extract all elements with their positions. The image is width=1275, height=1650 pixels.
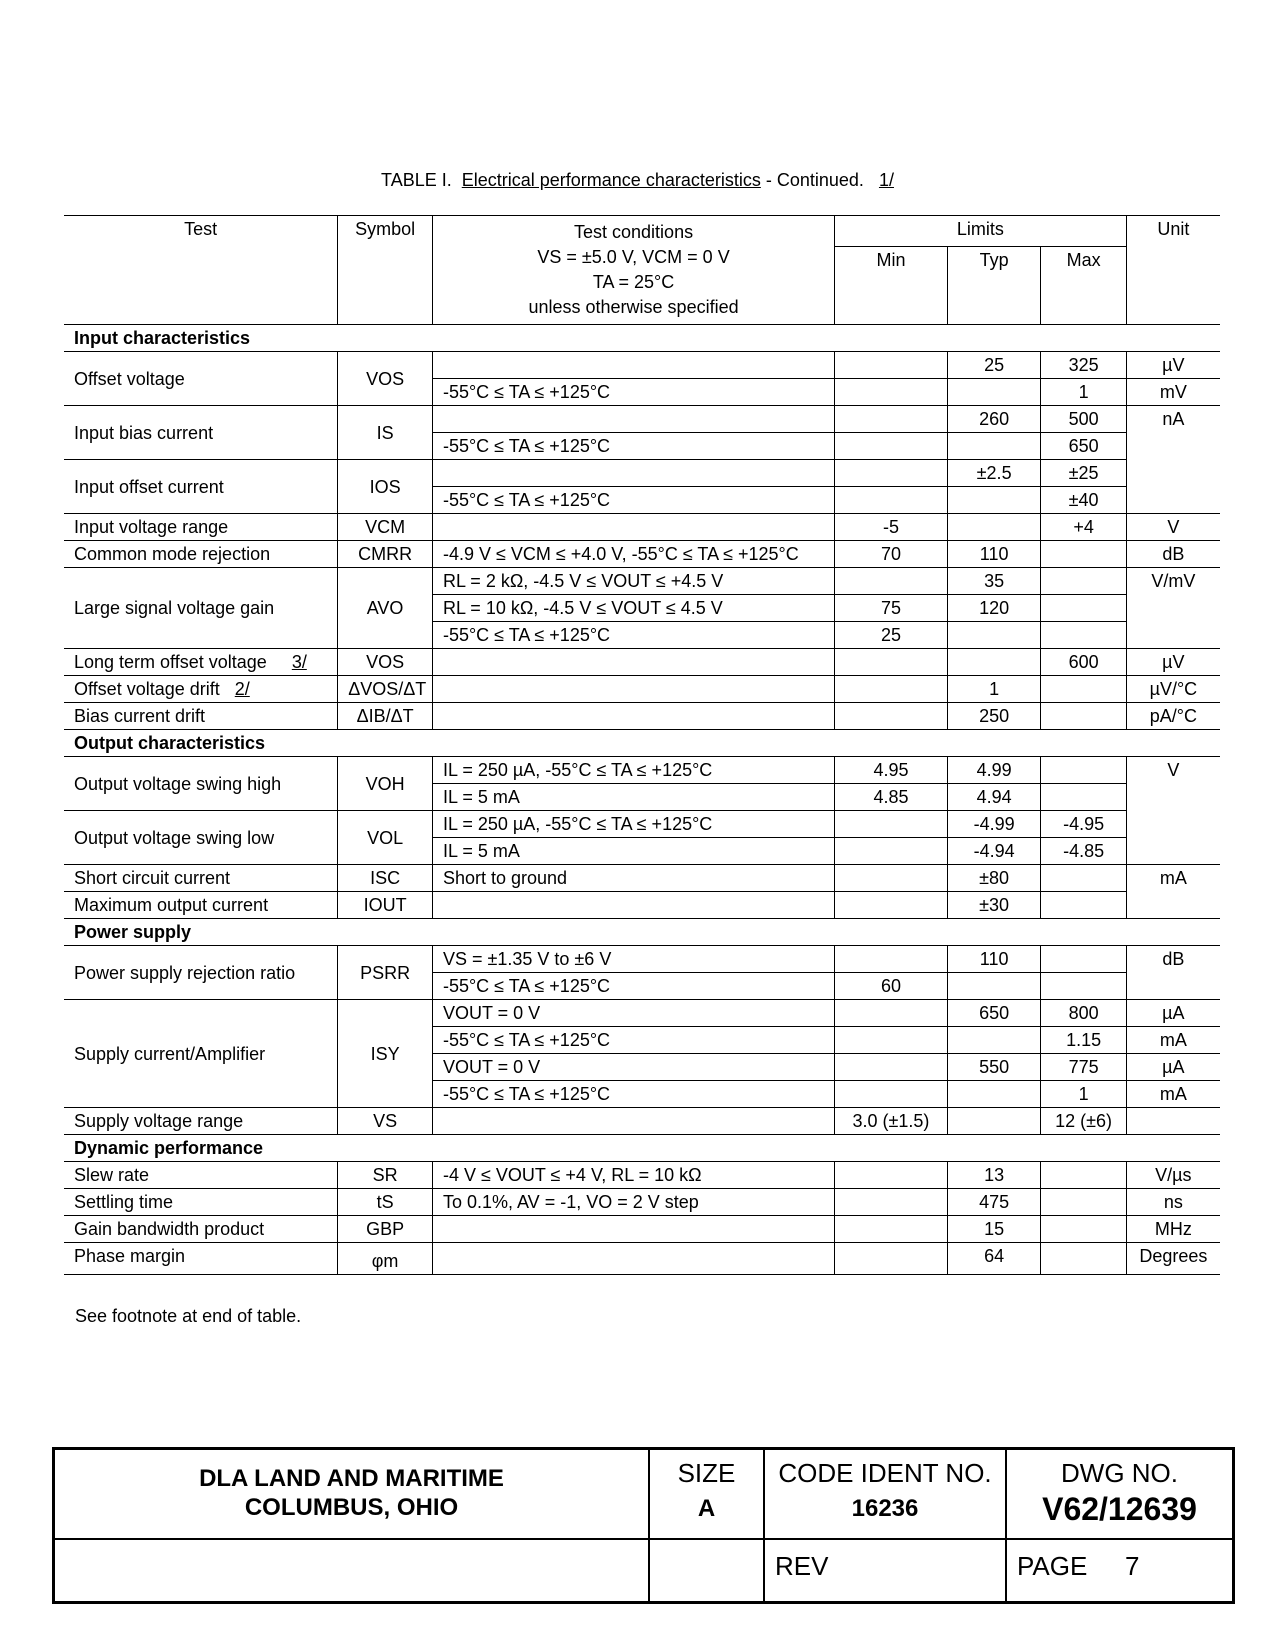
unit: mV: [1126, 379, 1220, 406]
org-line1: DLA LAND AND MARITIME: [199, 1465, 504, 1492]
test-name: Input voltage range: [64, 514, 338, 541]
max: [1041, 676, 1126, 703]
max: [1041, 1216, 1126, 1243]
dwg-no-cell: [1007, 1458, 1232, 1528]
dwg-no-label: DWG NO.: [1061, 1458, 1178, 1488]
typ: 110: [947, 946, 1041, 973]
max: [1041, 865, 1126, 892]
symbol: PSRR: [338, 946, 433, 1000]
size-label: SIZE: [677, 1458, 736, 1488]
unit: V/µs: [1126, 1162, 1220, 1189]
test-name: Output voltage swing low: [64, 811, 338, 865]
unit: ns: [1126, 1189, 1220, 1216]
table-title: [0, 170, 1275, 191]
typ: 475: [947, 1189, 1041, 1216]
section-row: [64, 919, 1220, 946]
max: [1041, 1162, 1126, 1189]
min: [835, 1054, 948, 1081]
symbol: ΔIB/ΔT: [338, 703, 433, 730]
footnote-ref: 2/: [234, 679, 250, 699]
section-row: [64, 1135, 1220, 1162]
condition: -4.9 V ≤ VCM ≤ +4.0 V, -55°C ≤ TA ≤ +125°C: [432, 541, 834, 568]
symbol: VOS: [338, 649, 433, 676]
condition: [432, 1243, 834, 1275]
max: [1041, 595, 1126, 622]
unit: µV/°C: [1126, 676, 1220, 703]
typ: 15: [947, 1216, 1041, 1243]
table-row: [64, 1243, 1220, 1275]
min: 3.0 (±1.5): [835, 1108, 948, 1135]
dwg-no-value: V62/12639: [1042, 1491, 1197, 1527]
table-row: [64, 1108, 1220, 1135]
condition: RL = 2 kΩ, -4.5 V ≤ VOUT ≤ +4.5 V: [432, 568, 834, 595]
condition: [432, 1216, 834, 1243]
typ: ±30: [947, 892, 1041, 919]
typ: 650: [947, 1000, 1041, 1027]
min: [835, 406, 948, 433]
page-value: 7: [1125, 1551, 1140, 1581]
unit: pA/°C: [1126, 703, 1220, 730]
symbol: CMRR: [338, 541, 433, 568]
typ: [947, 379, 1041, 406]
min: 70: [835, 541, 948, 568]
unit: V: [1126, 514, 1220, 541]
size-value: A: [697, 1495, 716, 1522]
test-name: [64, 649, 338, 676]
unit: mA: [1126, 1081, 1220, 1108]
condition: -55°C ≤ TA ≤ +125°C: [432, 379, 834, 406]
test-name: Maximum output current: [64, 892, 338, 919]
typ: 260: [947, 406, 1041, 433]
conditions-title: Test conditions: [574, 222, 694, 242]
footnote-ref: 1/: [878, 170, 894, 190]
test-label: Offset voltage drift: [74, 679, 220, 699]
min: -5: [835, 514, 948, 541]
table-row: [64, 352, 1220, 379]
code-ident-label: CODE IDENT NO.: [778, 1458, 992, 1488]
condition: RL = 10 kΩ, -4.5 V ≤ VOUT ≤ 4.5 V: [432, 595, 834, 622]
unit: µA: [1126, 1054, 1220, 1081]
header-min: Min: [835, 246, 948, 324]
max: 1.15: [1041, 1027, 1126, 1054]
min: [835, 352, 948, 379]
header-limits: Limits: [835, 216, 1127, 247]
condition: -55°C ≤ TA ≤ +125°C: [432, 1027, 834, 1054]
symbol: AVO: [338, 568, 433, 649]
table-row: [64, 811, 1220, 838]
symbol: GBP: [338, 1216, 433, 1243]
table-suffix: - Continued.: [765, 170, 864, 190]
typ: 64: [947, 1243, 1041, 1275]
condition: [432, 892, 834, 919]
table-row: [64, 460, 1220, 487]
max: 12 (±6): [1041, 1108, 1126, 1135]
max: [1041, 784, 1126, 811]
section-row: [64, 325, 1220, 352]
section-output: Output characteristics: [64, 730, 1220, 757]
condition: -4 V ≤ VOUT ≤ +4 V, RL = 10 kΩ: [432, 1162, 834, 1189]
table-row: [64, 946, 1220, 973]
test-name: Input bias current: [64, 406, 338, 460]
test-name: Slew rate: [64, 1162, 338, 1189]
min: [835, 1081, 948, 1108]
min: [835, 676, 948, 703]
table-row: [64, 1162, 1220, 1189]
min: 4.95: [835, 757, 948, 784]
max: [1041, 757, 1126, 784]
max: +4: [1041, 514, 1126, 541]
typ: 4.94: [947, 784, 1041, 811]
header-symbol: Symbol: [338, 216, 433, 325]
unit: Degrees: [1126, 1243, 1220, 1275]
max: [1041, 946, 1126, 973]
unit: µV: [1126, 649, 1220, 676]
section-row: [64, 730, 1220, 757]
typ: 35: [947, 568, 1041, 595]
symbol: ISY: [338, 1000, 433, 1108]
condition: -55°C ≤ TA ≤ +125°C: [432, 1081, 834, 1108]
typ: ±2.5: [947, 460, 1041, 487]
unit: V/mV: [1126, 568, 1220, 649]
symbol: VOL: [338, 811, 433, 865]
max: 1: [1041, 379, 1126, 406]
table-row: [64, 703, 1220, 730]
section-power: Power supply: [64, 919, 1220, 946]
min: [835, 379, 948, 406]
max: 325: [1041, 352, 1126, 379]
condition: -55°C ≤ TA ≤ +125°C: [432, 487, 834, 514]
condition: [432, 352, 834, 379]
max: -4.95: [1041, 811, 1126, 838]
test-name: Input offset current: [64, 460, 338, 514]
typ: ±80: [947, 865, 1041, 892]
test-name: Large signal voltage gain: [64, 568, 338, 649]
electrical-characteristics-table: [64, 215, 1220, 1275]
min: [835, 892, 948, 919]
condition: Short to ground: [432, 865, 834, 892]
section-dynamic: Dynamic performance: [64, 1135, 1220, 1162]
condition: IL = 5 mA: [432, 784, 834, 811]
table-row: [64, 568, 1220, 595]
min: [835, 649, 948, 676]
symbol: ΔVOS/ΔT: [338, 676, 433, 703]
unit: dB: [1126, 946, 1220, 1000]
min: [835, 703, 948, 730]
typ: 110: [947, 541, 1041, 568]
typ: [947, 649, 1041, 676]
max: 650: [1041, 433, 1126, 460]
symbol: IOUT: [338, 892, 433, 919]
test-name: Output voltage swing high: [64, 757, 338, 811]
section-input: Input characteristics: [64, 325, 1220, 352]
max: [1041, 541, 1126, 568]
typ: [947, 433, 1041, 460]
symbol: VOS: [338, 352, 433, 406]
footnote-text: See footnote at end of table.: [75, 1306, 302, 1326]
unit: [1126, 1108, 1220, 1135]
max: ±25: [1041, 460, 1126, 487]
condition: [432, 514, 834, 541]
max: [1041, 703, 1126, 730]
condition: IL = 5 mA: [432, 838, 834, 865]
condition: IL = 250 µA, -55°C ≤ TA ≤ +125°C: [432, 811, 834, 838]
min: [835, 865, 948, 892]
header-row: [64, 216, 1220, 247]
table-row: [64, 865, 1220, 892]
min: [835, 1027, 948, 1054]
condition: [432, 676, 834, 703]
title-block: [52, 1447, 1235, 1604]
conditions-supply: VS = ±5.0 V, VCM = 0 V: [537, 247, 730, 267]
symbol: VOH: [338, 757, 433, 811]
typ: [947, 973, 1041, 1000]
min: [835, 433, 948, 460]
condition: -55°C ≤ TA ≤ +125°C: [432, 433, 834, 460]
typ: 1: [947, 676, 1041, 703]
min: 75: [835, 595, 948, 622]
min: [835, 460, 948, 487]
code-ident-cell: [765, 1458, 1005, 1523]
typ: [947, 487, 1041, 514]
org-name: [55, 1464, 648, 1522]
min: [835, 838, 948, 865]
test-name: Settling time: [64, 1189, 338, 1216]
max: ±40: [1041, 487, 1126, 514]
min: [835, 487, 948, 514]
max: -4.85: [1041, 838, 1126, 865]
test-name: Power supply rejection ratio: [64, 946, 338, 1000]
max: [1041, 622, 1126, 649]
condition: [432, 460, 834, 487]
table-row: [64, 757, 1220, 784]
condition: [432, 703, 834, 730]
unit: mA: [1126, 1027, 1220, 1054]
typ: [947, 514, 1041, 541]
rev-label: REV: [775, 1551, 829, 1581]
min: [835, 811, 948, 838]
code-ident-value: 16236: [851, 1495, 919, 1522]
size-cell: [650, 1458, 763, 1523]
typ: -4.94: [947, 838, 1041, 865]
min: 4.85: [835, 784, 948, 811]
table-name: Electrical performance characteristics: [461, 170, 761, 190]
table-row: [64, 649, 1220, 676]
test-name: [64, 676, 338, 703]
table-row: [64, 541, 1220, 568]
unit: µV: [1126, 352, 1220, 379]
table-row: [64, 1189, 1220, 1216]
max: [1041, 1189, 1126, 1216]
unit: V: [1126, 757, 1220, 865]
symbol: tS: [338, 1189, 433, 1216]
min: [835, 568, 948, 595]
max: [1041, 568, 1126, 595]
org-line2: COLUMBUS, OHIO: [244, 1494, 459, 1521]
min: [835, 1216, 948, 1243]
footnote-ref: 3/: [291, 652, 307, 672]
condition: [432, 649, 834, 676]
table-row: [64, 514, 1220, 541]
condition: [432, 1108, 834, 1135]
min: [835, 1243, 948, 1275]
min: 25: [835, 622, 948, 649]
symbol: ISC: [338, 865, 433, 892]
typ: 250: [947, 703, 1041, 730]
min: [835, 946, 948, 973]
header-test: Test: [64, 216, 338, 325]
typ: 120: [947, 595, 1041, 622]
test-label: Long term offset voltage: [74, 652, 267, 672]
condition: -55°C ≤ TA ≤ +125°C: [432, 973, 834, 1000]
symbol: IS: [338, 406, 433, 460]
conditions-temp: TA = 25°C: [592, 272, 675, 292]
symbol: SR: [338, 1162, 433, 1189]
unit: MHz: [1126, 1216, 1220, 1243]
test-name: Supply voltage range: [64, 1108, 338, 1135]
test-name: Common mode rejection: [64, 541, 338, 568]
max: 775: [1041, 1054, 1126, 1081]
unit: dB: [1126, 541, 1220, 568]
condition: [432, 406, 834, 433]
typ: 550: [947, 1054, 1041, 1081]
max: [1041, 973, 1126, 1000]
test-name: Supply current/Amplifier: [64, 1000, 338, 1108]
min: [835, 1000, 948, 1027]
min: 60: [835, 973, 948, 1000]
max: 500: [1041, 406, 1126, 433]
unit: nA: [1126, 406, 1220, 514]
unit: mA: [1126, 865, 1220, 919]
table-row: [64, 406, 1220, 433]
unit: µA: [1126, 1000, 1220, 1027]
header-typ: Typ: [947, 246, 1041, 324]
condition: VOUT = 0 V: [432, 1000, 834, 1027]
typ: 13: [947, 1162, 1041, 1189]
test-name: Offset voltage: [64, 352, 338, 406]
page-label: PAGE: [1017, 1551, 1088, 1581]
table-row: [64, 1000, 1220, 1027]
min: [835, 1162, 948, 1189]
table-row: [64, 676, 1220, 703]
condition: -55°C ≤ TA ≤ +125°C: [432, 622, 834, 649]
typ: 4.99: [947, 757, 1041, 784]
max: 1: [1041, 1081, 1126, 1108]
test-name: Gain bandwidth product: [64, 1216, 338, 1243]
header-conditions: [432, 216, 834, 325]
typ: 25: [947, 352, 1041, 379]
test-name: Phase margin: [64, 1243, 338, 1275]
conditions-note: unless otherwise specified: [528, 297, 739, 317]
typ: [947, 1108, 1041, 1135]
max: 800: [1041, 1000, 1126, 1027]
max: [1041, 892, 1126, 919]
header-max: Max: [1041, 246, 1126, 324]
test-name: Short circuit current: [64, 865, 338, 892]
max: [1041, 1243, 1126, 1275]
condition: VS = ±1.35 V to ±6 V: [432, 946, 834, 973]
max: 600: [1041, 649, 1126, 676]
typ: [947, 1081, 1041, 1108]
header-unit: Unit: [1126, 216, 1220, 325]
condition: IL = 250 µA, -55°C ≤ TA ≤ +125°C: [432, 757, 834, 784]
condition: VOUT = 0 V: [432, 1054, 834, 1081]
table-row: [64, 1216, 1220, 1243]
typ: [947, 622, 1041, 649]
test-name: Bias current drift: [64, 703, 338, 730]
typ: -4.99: [947, 811, 1041, 838]
symbol: IOS: [338, 460, 433, 514]
symbol: φm: [338, 1243, 433, 1275]
typ: [947, 1027, 1041, 1054]
symbol: VS: [338, 1108, 433, 1135]
min: [835, 1189, 948, 1216]
symbol: VCM: [338, 514, 433, 541]
table-number: TABLE I.: [381, 170, 452, 190]
condition: To 0.1%, AV = -1, VO = 2 V step: [432, 1189, 834, 1216]
table-row: [64, 892, 1220, 919]
